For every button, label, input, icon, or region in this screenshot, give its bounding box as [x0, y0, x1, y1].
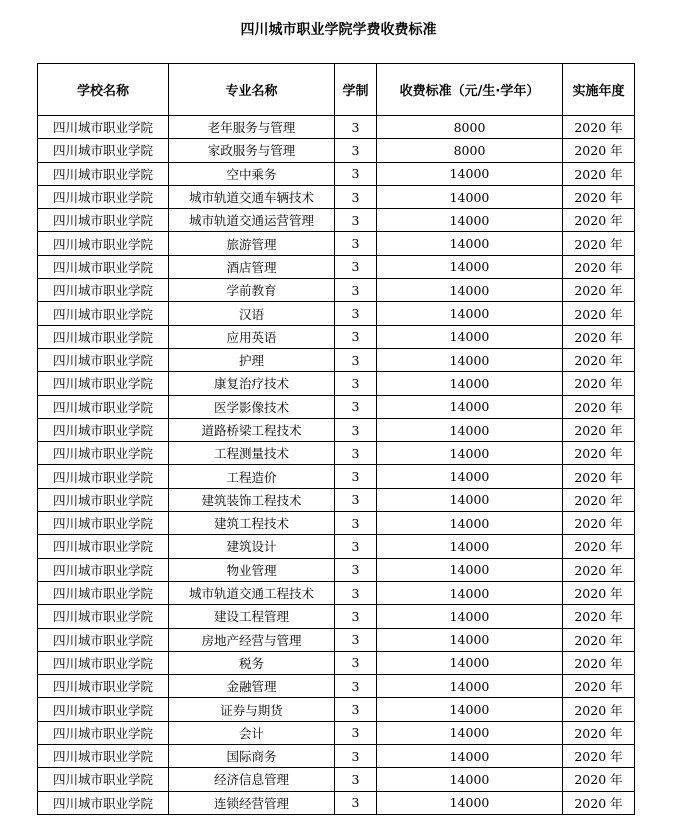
cell-major: 道路桥梁工程技术: [169, 418, 335, 441]
cell-school: 四川城市职业学院: [38, 721, 169, 744]
table-row: [38, 791, 635, 814]
cell-major: 酒店管理: [169, 255, 335, 278]
cell-major: 家政服务与管理: [169, 139, 335, 162]
cell-major: 经济信息管理: [169, 768, 335, 791]
cell-years: 3: [335, 325, 377, 348]
cell-years: 3: [335, 418, 377, 441]
fee-table: [37, 63, 635, 815]
table-row: [38, 675, 635, 698]
cell-years: 3: [335, 209, 377, 232]
cell-year: 2020 年: [563, 139, 635, 162]
cell-year: 2020 年: [563, 791, 635, 814]
cell-year: 2020 年: [563, 651, 635, 674]
cell-major: 城市轨道交通工程技术: [169, 581, 335, 604]
table-row: [38, 162, 635, 185]
cell-year: 2020 年: [563, 395, 635, 418]
cell-major: 护理: [169, 348, 335, 371]
cell-year: 2020 年: [563, 535, 635, 558]
cell-year: 2020 年: [563, 745, 635, 768]
table-row: [38, 558, 635, 581]
cell-fee: 14000: [377, 232, 563, 255]
cell-year: 2020 年: [563, 721, 635, 744]
cell-fee: 14000: [377, 279, 563, 302]
cell-major: 建筑工程技术: [169, 512, 335, 535]
cell-fee: 14000: [377, 162, 563, 185]
cell-major: 汉语: [169, 302, 335, 325]
cell-year: 2020 年: [563, 465, 635, 488]
cell-fee: 14000: [377, 372, 563, 395]
cell-year: 2020 年: [563, 605, 635, 628]
table-row: [38, 139, 635, 162]
cell-school: 四川城市职业学院: [38, 139, 169, 162]
cell-major: 工程造价: [169, 465, 335, 488]
cell-years: 3: [335, 721, 377, 744]
cell-years: 3: [335, 581, 377, 604]
cell-fee: 8000: [377, 116, 563, 139]
cell-major: 物业管理: [169, 558, 335, 581]
cell-major: 会计: [169, 721, 335, 744]
cell-fee: 14000: [377, 628, 563, 651]
cell-school: 四川城市职业学院: [38, 628, 169, 651]
cell-year: 2020 年: [563, 255, 635, 278]
cell-major: 应用英语: [169, 325, 335, 348]
cell-school: 四川城市职业学院: [38, 116, 169, 139]
cell-years: 3: [335, 791, 377, 814]
cell-school: 四川城市职业学院: [38, 302, 169, 325]
cell-school: 四川城市职业学院: [38, 791, 169, 814]
cell-school: 四川城市职业学院: [38, 232, 169, 255]
cell-year: 2020 年: [563, 372, 635, 395]
table-row: [38, 605, 635, 628]
cell-school: 四川城市职业学院: [38, 512, 169, 535]
cell-major: 房地产经营与管理: [169, 628, 335, 651]
cell-major: 连锁经营管理: [169, 791, 335, 814]
cell-major: 国际商务: [169, 745, 335, 768]
cell-year: 2020 年: [563, 558, 635, 581]
header-major: 专业名称: [169, 64, 335, 116]
cell-years: 3: [335, 302, 377, 325]
cell-year: 2020 年: [563, 418, 635, 441]
table-row: [38, 745, 635, 768]
table-row: [38, 512, 635, 535]
cell-years: 3: [335, 162, 377, 185]
cell-year: 2020 年: [563, 768, 635, 791]
document-title: 四川城市职业学院学费收费标准: [240, 22, 437, 38]
cell-school: 四川城市职业学院: [38, 185, 169, 208]
cell-year: 2020 年: [563, 675, 635, 698]
cell-year: 2020 年: [563, 162, 635, 185]
table-row: [38, 325, 635, 348]
cell-fee: 14000: [377, 209, 563, 232]
table-row: [38, 302, 635, 325]
cell-year: 2020 年: [563, 442, 635, 465]
cell-major: 建筑设计: [169, 535, 335, 558]
table-row: [38, 232, 635, 255]
cell-years: 3: [335, 442, 377, 465]
cell-major: 金融管理: [169, 675, 335, 698]
cell-years: 3: [335, 605, 377, 628]
header-fee: 收费标准（元/生·学年）: [377, 64, 563, 116]
table-row: [38, 348, 635, 371]
cell-year: 2020 年: [563, 232, 635, 255]
cell-fee: 14000: [377, 651, 563, 674]
table-row: [38, 279, 635, 302]
table-row: [38, 628, 635, 651]
cell-years: 3: [335, 558, 377, 581]
cell-fee: 14000: [377, 605, 563, 628]
cell-school: 四川城市职业学院: [38, 465, 169, 488]
cell-year: 2020 年: [563, 116, 635, 139]
cell-year: 2020 年: [563, 209, 635, 232]
cell-fee: 14000: [377, 791, 563, 814]
cell-fee: 14000: [377, 395, 563, 418]
cell-year: 2020 年: [563, 302, 635, 325]
table-row: [38, 535, 635, 558]
cell-fee: 14000: [377, 581, 563, 604]
cell-school: 四川城市职业学院: [38, 372, 169, 395]
table-row: [38, 442, 635, 465]
cell-school: 四川城市职业学院: [38, 581, 169, 604]
cell-fee: 14000: [377, 721, 563, 744]
cell-school: 四川城市职业学院: [38, 418, 169, 441]
cell-fee: 14000: [377, 325, 563, 348]
cell-years: 3: [335, 395, 377, 418]
cell-school: 四川城市职业学院: [38, 348, 169, 371]
cell-year: 2020 年: [563, 325, 635, 348]
cell-school: 四川城市职业学院: [38, 442, 169, 465]
cell-year: 2020 年: [563, 488, 635, 511]
cell-school: 四川城市职业学院: [38, 535, 169, 558]
table-row: [38, 721, 635, 744]
cell-years: 3: [335, 768, 377, 791]
cell-fee: 14000: [377, 675, 563, 698]
cell-years: 3: [335, 185, 377, 208]
cell-years: 3: [335, 348, 377, 371]
cell-fee: 14000: [377, 442, 563, 465]
cell-fee: 14000: [377, 768, 563, 791]
cell-major: 老年服务与管理: [169, 116, 335, 139]
cell-year: 2020 年: [563, 348, 635, 371]
header-years: 学制: [335, 64, 377, 116]
table-body: [38, 116, 635, 815]
table-row: [38, 651, 635, 674]
cell-school: 四川城市职业学院: [38, 605, 169, 628]
table-row: [38, 395, 635, 418]
header-year: 实施年度: [563, 64, 635, 116]
cell-years: 3: [335, 372, 377, 395]
cell-years: 3: [335, 628, 377, 651]
cell-fee: 14000: [377, 558, 563, 581]
table-row: [38, 185, 635, 208]
cell-school: 四川城市职业学院: [38, 209, 169, 232]
table-row: [38, 116, 635, 139]
cell-fee: 14000: [377, 512, 563, 535]
cell-year: 2020 年: [563, 698, 635, 721]
cell-years: 3: [335, 465, 377, 488]
cell-major: 税务: [169, 651, 335, 674]
table-header-row: [38, 64, 635, 116]
cell-years: 3: [335, 675, 377, 698]
cell-school: 四川城市职业学院: [38, 395, 169, 418]
cell-year: 2020 年: [563, 512, 635, 535]
table-row: [38, 768, 635, 791]
cell-years: 3: [335, 116, 377, 139]
cell-school: 四川城市职业学院: [38, 279, 169, 302]
table-row: [38, 581, 635, 604]
cell-major: 证券与期货: [169, 698, 335, 721]
cell-school: 四川城市职业学院: [38, 675, 169, 698]
cell-school: 四川城市职业学院: [38, 488, 169, 511]
cell-years: 3: [335, 488, 377, 511]
cell-fee: 8000: [377, 139, 563, 162]
cell-major: 医学影像技术: [169, 395, 335, 418]
cell-major: 城市轨道交通车辆技术: [169, 185, 335, 208]
cell-school: 四川城市职业学院: [38, 745, 169, 768]
cell-fee: 14000: [377, 488, 563, 511]
cell-major: 学前教育: [169, 279, 335, 302]
cell-fee: 14000: [377, 185, 563, 208]
cell-major: 工程测量技术: [169, 442, 335, 465]
table-row: [38, 488, 635, 511]
cell-fee: 14000: [377, 465, 563, 488]
table-row: [38, 465, 635, 488]
cell-school: 四川城市职业学院: [38, 325, 169, 348]
cell-year: 2020 年: [563, 279, 635, 302]
cell-school: 四川城市职业学院: [38, 651, 169, 674]
cell-fee: 14000: [377, 302, 563, 325]
cell-fee: 14000: [377, 348, 563, 371]
cell-fee: 14000: [377, 698, 563, 721]
cell-years: 3: [335, 512, 377, 535]
cell-major: 建设工程管理: [169, 605, 335, 628]
cell-years: 3: [335, 698, 377, 721]
cell-years: 3: [335, 232, 377, 255]
table-row: [38, 209, 635, 232]
header-school: 学校名称: [38, 64, 169, 116]
cell-fee: 14000: [377, 418, 563, 441]
cell-major: 空中乘务: [169, 162, 335, 185]
cell-school: 四川城市职业学院: [38, 255, 169, 278]
cell-school: 四川城市职业学院: [38, 558, 169, 581]
cell-year: 2020 年: [563, 581, 635, 604]
cell-years: 3: [335, 255, 377, 278]
cell-school: 四川城市职业学院: [38, 162, 169, 185]
cell-school: 四川城市职业学院: [38, 768, 169, 791]
cell-major: 城市轨道交通运营管理: [169, 209, 335, 232]
cell-years: 3: [335, 651, 377, 674]
table-row: [38, 255, 635, 278]
table-row: [38, 418, 635, 441]
cell-fee: 14000: [377, 745, 563, 768]
cell-year: 2020 年: [563, 185, 635, 208]
cell-years: 3: [335, 139, 377, 162]
cell-fee: 14000: [377, 535, 563, 558]
cell-major: 康复治疗技术: [169, 372, 335, 395]
cell-years: 3: [335, 535, 377, 558]
table-row: [38, 698, 635, 721]
cell-fee: 14000: [377, 255, 563, 278]
cell-years: 3: [335, 279, 377, 302]
table-row: [38, 372, 635, 395]
cell-years: 3: [335, 745, 377, 768]
cell-school: 四川城市职业学院: [38, 698, 169, 721]
cell-major: 建筑装饰工程技术: [169, 488, 335, 511]
cell-major: 旅游管理: [169, 232, 335, 255]
cell-year: 2020 年: [563, 628, 635, 651]
